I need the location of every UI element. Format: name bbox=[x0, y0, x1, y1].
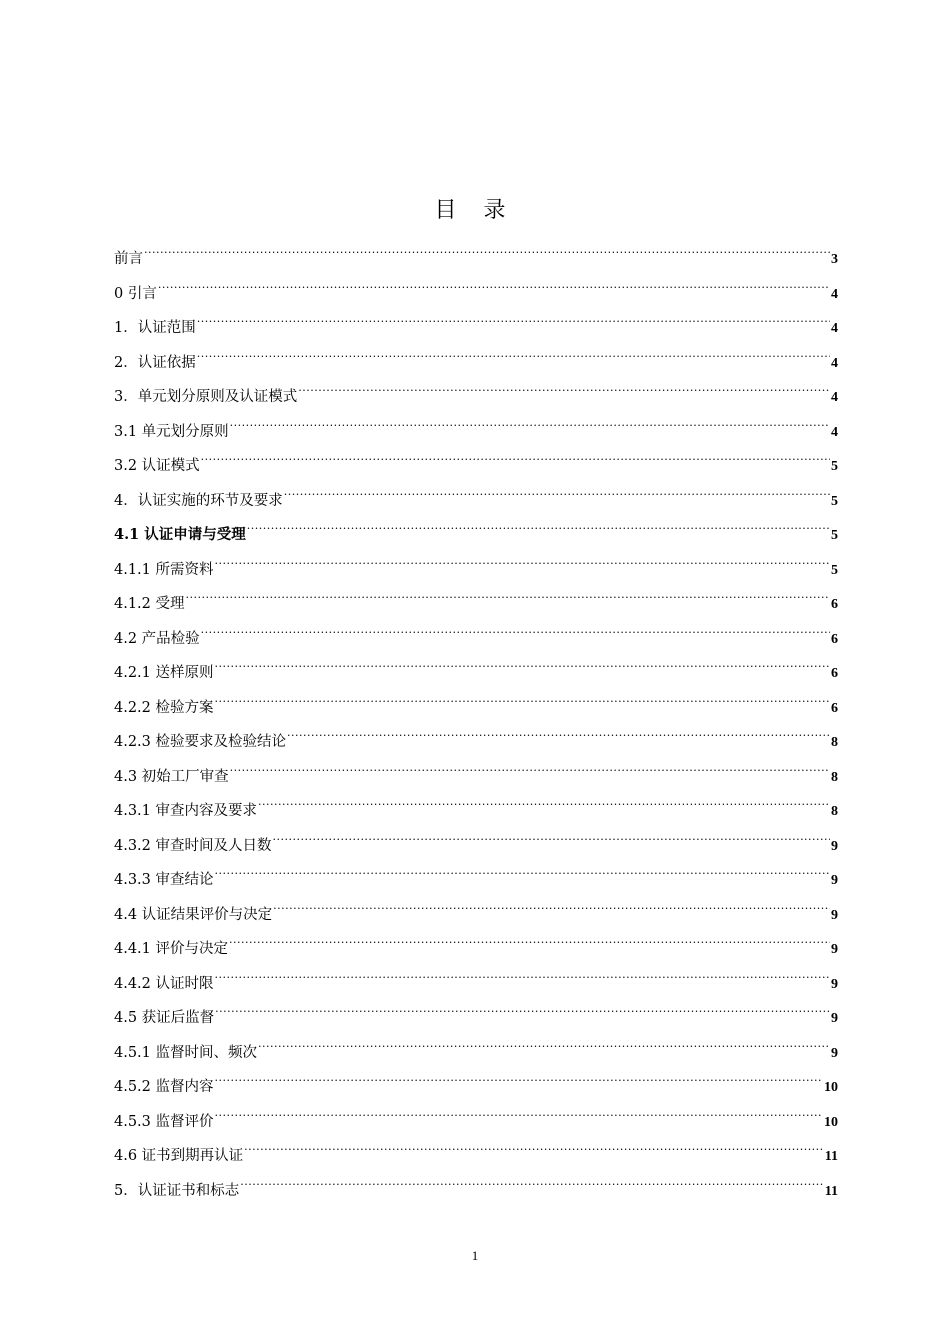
toc-entry[interactable] bbox=[114, 453, 838, 488]
toc-leader-dots bbox=[244, 1146, 824, 1160]
toc-leader-dots bbox=[197, 353, 830, 367]
toc-entry-label: 4.5.3 监督评价 bbox=[114, 1113, 214, 1130]
toc-entry[interactable] bbox=[114, 488, 838, 523]
toc-entry[interactable] bbox=[114, 1109, 838, 1144]
toc-leader-dots bbox=[284, 491, 830, 505]
toc-entry-page: 8 bbox=[831, 804, 838, 819]
toc-entry[interactable] bbox=[114, 1040, 838, 1075]
toc-entry[interactable] bbox=[114, 626, 838, 661]
toc-leader-dots bbox=[186, 594, 830, 608]
toc-entry[interactable] bbox=[114, 1143, 838, 1178]
toc-entry-page: 5 bbox=[831, 528, 838, 543]
table-of-contents bbox=[114, 246, 838, 1212]
toc-entry[interactable] bbox=[114, 902, 838, 937]
toc-entry[interactable] bbox=[114, 936, 838, 971]
toc-leader-dots bbox=[215, 1077, 823, 1091]
toc-entry-label: 0 引言 bbox=[114, 285, 157, 302]
toc-entry-page: 9 bbox=[831, 838, 838, 854]
toc-leader-dots bbox=[229, 939, 830, 953]
toc-entry-page: 3 bbox=[831, 252, 838, 267]
toc-entry-page: 5 bbox=[831, 562, 838, 578]
toc-entry-label: 4.5 获证后监督 bbox=[114, 1010, 215, 1026]
toc-title: 目 录 bbox=[434, 198, 516, 223]
toc-entry-label: 4.2.1 送样原则 bbox=[114, 665, 214, 681]
toc-entry[interactable] bbox=[114, 522, 838, 557]
toc-leader-dots bbox=[201, 456, 830, 470]
toc-leader-dots bbox=[240, 1181, 824, 1195]
toc-entry[interactable] bbox=[114, 281, 838, 316]
toc-entry-page: 4 bbox=[831, 286, 838, 302]
toc-leader-dots bbox=[287, 732, 830, 746]
toc-entry-label: 5．认证证书和标志 bbox=[114, 1182, 240, 1199]
toc-leader-dots bbox=[197, 318, 830, 332]
toc-entry-label: 4.6 证书到期再认证 bbox=[114, 1148, 244, 1164]
toc-entry[interactable] bbox=[114, 729, 838, 764]
toc-leader-dots bbox=[215, 1112, 823, 1126]
toc-entry-label: 4.3.3 审查结论 bbox=[114, 872, 214, 888]
toc-leader-dots bbox=[230, 767, 830, 781]
toc-entry-label: 4.2.2 检验方案 bbox=[114, 699, 214, 716]
toc-entry-label: 4．认证实施的环节及要求 bbox=[114, 492, 283, 509]
toc-entry-page: 6 bbox=[831, 597, 838, 612]
toc-leader-dots bbox=[215, 698, 830, 712]
toc-entry-page: 4 bbox=[831, 321, 838, 336]
toc-entry-label: 4.2 产品检验 bbox=[114, 630, 200, 647]
toc-leader-dots bbox=[215, 663, 830, 677]
toc-entry-page: 11 bbox=[824, 1149, 838, 1164]
toc-entry[interactable] bbox=[114, 384, 838, 419]
toc-entry-label: 4.5.1 监督时间、频次 bbox=[114, 1044, 258, 1061]
toc-entry-page: 9 bbox=[831, 1011, 838, 1026]
toc-entry-page: 5 bbox=[831, 493, 838, 509]
toc-entry[interactable] bbox=[114, 1005, 838, 1040]
toc-leader-dots bbox=[230, 422, 830, 436]
toc-leader-dots bbox=[298, 387, 830, 401]
toc-entry-page: 9 bbox=[831, 1045, 838, 1061]
toc-entry[interactable] bbox=[114, 1178, 838, 1213]
toc-leader-dots bbox=[215, 974, 830, 988]
toc-leader-dots bbox=[258, 801, 830, 815]
toc-leader-dots bbox=[215, 1008, 830, 1022]
toc-entry[interactable] bbox=[114, 695, 838, 730]
toc-entry-page: 9 bbox=[831, 907, 838, 923]
toc-entry-label: 4.4.1 评价与决定 bbox=[114, 941, 229, 957]
toc-leader-dots bbox=[215, 870, 830, 884]
toc-entry[interactable] bbox=[114, 798, 838, 833]
toc-leader-dots bbox=[273, 905, 830, 919]
toc-entry-page: 6 bbox=[831, 700, 838, 716]
toc-entry-page: 4 bbox=[831, 390, 838, 405]
toc-leader-dots bbox=[201, 629, 830, 643]
toc-entry-page: 10 bbox=[824, 1114, 838, 1130]
toc-entry[interactable] bbox=[114, 971, 838, 1006]
toc-entry-label: 2．认证依据 bbox=[114, 354, 196, 371]
toc-leader-dots bbox=[158, 284, 830, 298]
toc-leader-dots bbox=[258, 1043, 830, 1057]
toc-entry-page: 4 bbox=[831, 424, 838, 440]
toc-entry-label: 4.5.2 监督内容 bbox=[114, 1079, 214, 1095]
toc-entry[interactable] bbox=[114, 591, 838, 626]
toc-leader-dots bbox=[144, 249, 830, 263]
toc-entry-page: 8 bbox=[831, 735, 838, 750]
toc-entry-label: 3．单元划分原则及认证模式 bbox=[114, 389, 298, 405]
toc-entry-page: 5 bbox=[831, 459, 838, 474]
toc-entry-label: 1．认证范围 bbox=[114, 320, 196, 336]
toc-entry-page: 4 bbox=[831, 355, 838, 371]
toc-entry[interactable] bbox=[114, 350, 838, 385]
toc-leader-dots bbox=[215, 560, 830, 574]
toc-entry[interactable] bbox=[114, 867, 838, 902]
toc-entry-page: 11 bbox=[824, 1183, 838, 1199]
toc-entry-page: 10 bbox=[824, 1080, 838, 1095]
toc-entry[interactable] bbox=[114, 1074, 838, 1109]
toc-entry-label: 前言 bbox=[114, 251, 143, 267]
toc-entry-label: 4.4.2 认证时限 bbox=[114, 975, 214, 992]
toc-entry-label: 4.3.1 审查内容及要求 bbox=[114, 803, 258, 819]
toc-entry[interactable] bbox=[114, 419, 838, 454]
toc-entry[interactable] bbox=[114, 557, 838, 592]
toc-entry-page: 8 bbox=[831, 769, 838, 785]
toc-entry-label: 4.1 认证申请与受理 bbox=[114, 526, 246, 543]
toc-leader-dots bbox=[247, 525, 830, 539]
toc-entry[interactable] bbox=[114, 246, 838, 281]
toc-entry-label: 3.2 认证模式 bbox=[114, 458, 200, 474]
page-number: 1 bbox=[471, 1248, 479, 1263]
toc-entry-label: 4.1.1 所需资料 bbox=[114, 561, 214, 578]
toc-entry-label: 4.2.3 检验要求及检验结论 bbox=[114, 734, 287, 750]
toc-entry[interactable] bbox=[114, 833, 838, 868]
toc-entry[interactable] bbox=[114, 315, 838, 350]
toc-entry-page: 6 bbox=[831, 631, 838, 647]
toc-entry-label: 4.3.2 审查时间及人日数 bbox=[114, 837, 272, 854]
toc-entry-page: 6 bbox=[831, 666, 838, 681]
toc-entry-label: 4.4 认证结果评价与决定 bbox=[114, 906, 273, 923]
toc-entry-page: 9 bbox=[831, 942, 838, 957]
toc-leader-dots bbox=[273, 836, 830, 850]
toc-entry-label: 3.1 单元划分原则 bbox=[114, 423, 229, 440]
toc-entry-page: 9 bbox=[831, 976, 838, 992]
toc-entry[interactable] bbox=[114, 764, 838, 799]
toc-entry-label: 4.3 初始工厂审查 bbox=[114, 768, 229, 785]
toc-entry-label: 4.1.2 受理 bbox=[114, 596, 185, 612]
toc-entry[interactable] bbox=[114, 660, 838, 695]
toc-entry-page: 9 bbox=[831, 873, 838, 888]
